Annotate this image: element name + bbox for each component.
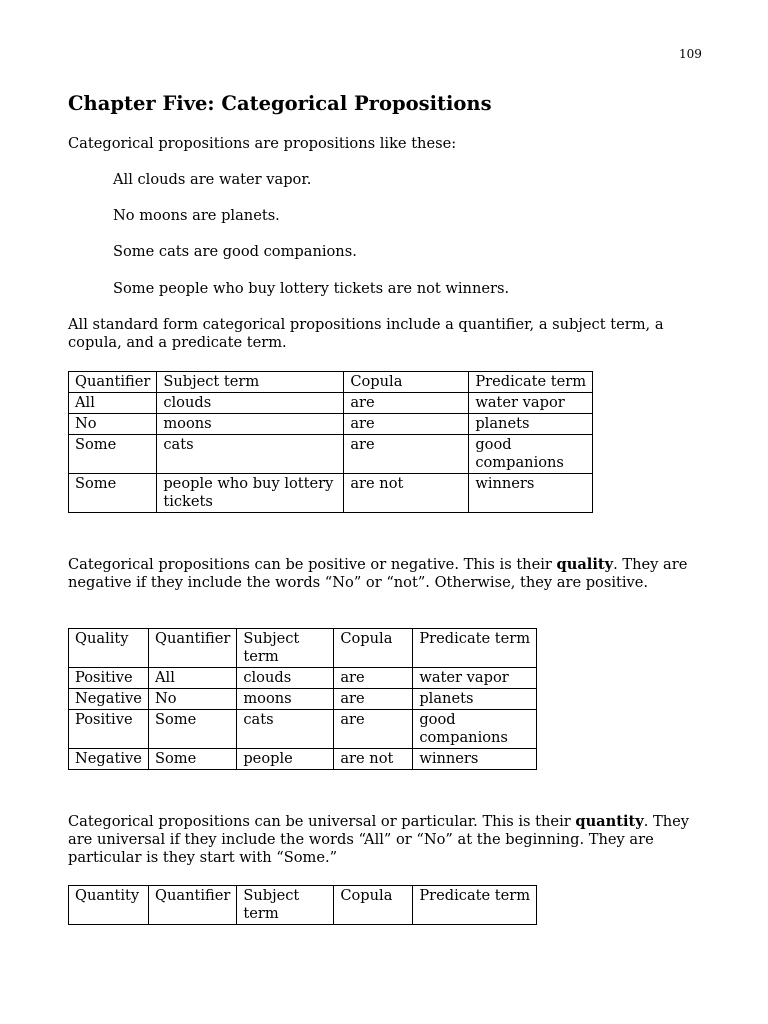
table-cell: are bbox=[334, 710, 413, 749]
header-cell: Copula bbox=[334, 629, 413, 668]
quality-text-end: . They are negative if they include the words “No” or “not”. Otherwise, they are positive. bbox=[68, 556, 688, 591]
header-cell: Quantifier bbox=[149, 886, 237, 925]
quality-table bbox=[68, 628, 537, 770]
table-cell: moons bbox=[237, 689, 334, 710]
table-cell: winners bbox=[413, 749, 537, 770]
table-cell: cats bbox=[237, 710, 334, 749]
table-cell: are bbox=[344, 393, 469, 414]
header-cell: Quantifier bbox=[69, 372, 157, 393]
table-cell: All bbox=[149, 668, 237, 689]
chapter-title: Chapter Five: Categorical Propositions bbox=[68, 92, 492, 115]
table-header-row bbox=[69, 886, 537, 925]
table-cell: are bbox=[334, 689, 413, 710]
table-row bbox=[69, 668, 537, 689]
header-cell: Subject term bbox=[237, 886, 334, 925]
example-3: Some cats are good companions. bbox=[113, 243, 357, 260]
table-cell: Negative bbox=[69, 689, 149, 710]
table-row bbox=[69, 435, 593, 474]
header-cell: Predicate term bbox=[413, 886, 537, 925]
table-cell: are not bbox=[344, 474, 469, 513]
table-cell: Some bbox=[149, 710, 237, 749]
quantity-text-end: . They are universal if they include the words “All” or “No” at the beginning. They are particular is they start with “Some.” bbox=[68, 813, 690, 866]
table-row bbox=[69, 393, 593, 414]
table-cell: planets bbox=[413, 689, 537, 710]
table-cell: Negative bbox=[69, 749, 149, 770]
table-row bbox=[69, 749, 537, 770]
table-row bbox=[69, 414, 593, 435]
table-cell: clouds bbox=[157, 393, 344, 414]
table-row bbox=[69, 689, 537, 710]
table-cell: cats bbox=[157, 435, 344, 474]
table-cell: Some bbox=[69, 474, 157, 513]
quality-text-start: Categorical propositions can be positive or negative. This is their bbox=[68, 556, 557, 573]
intro-paragraph: Categorical propositions are propositions like these: bbox=[68, 135, 457, 152]
table-cell: are bbox=[344, 414, 469, 435]
table-cell: planets bbox=[469, 414, 593, 435]
quality-paragraph bbox=[68, 556, 708, 592]
table-cell: No bbox=[69, 414, 157, 435]
table-cell: All bbox=[69, 393, 157, 414]
quantity-paragraph bbox=[68, 813, 708, 867]
header-cell: Quantifier bbox=[149, 629, 237, 668]
table-cell: Positive bbox=[69, 668, 149, 689]
table-cell: people who buy lottery tickets bbox=[157, 474, 344, 513]
header-cell: Predicate term bbox=[413, 629, 537, 668]
table-cell: good companions bbox=[413, 710, 537, 749]
page-number: 109 bbox=[679, 47, 702, 61]
table-header-row bbox=[69, 372, 593, 393]
table-cell: Some bbox=[69, 435, 157, 474]
table-cell: water vapor bbox=[413, 668, 537, 689]
table-row bbox=[69, 710, 537, 749]
header-cell: Quality bbox=[69, 629, 149, 668]
header-cell: Subject term bbox=[237, 629, 334, 668]
header-cell: Copula bbox=[344, 372, 469, 393]
header-cell: Quantity bbox=[69, 886, 149, 925]
table-cell: good companions bbox=[469, 435, 593, 474]
example-4: Some people who buy lottery tickets are not winners. bbox=[113, 280, 510, 297]
quantity-term: quantity bbox=[575, 813, 644, 830]
table-cell: are bbox=[334, 668, 413, 689]
table-row bbox=[69, 474, 593, 513]
quantity-table bbox=[68, 885, 537, 925]
quantity-text-start: Categorical propositions can be universal or particular. This is their bbox=[68, 813, 576, 830]
table-cell: are not bbox=[334, 749, 413, 770]
table-cell: Some bbox=[149, 749, 237, 770]
table-cell: water vapor bbox=[469, 393, 593, 414]
example-2: No moons are planets. bbox=[113, 207, 280, 224]
table-cell: are bbox=[344, 435, 469, 474]
components-table bbox=[68, 371, 593, 513]
header-cell: Copula bbox=[334, 886, 413, 925]
table-cell: people bbox=[237, 749, 334, 770]
quality-term: quality bbox=[556, 556, 614, 573]
header-cell: Subject term bbox=[157, 372, 344, 393]
table-cell: moons bbox=[157, 414, 344, 435]
table-cell: Positive bbox=[69, 710, 149, 749]
standard-form-paragraph: All standard form categorical propositions include a quantifier, a subject term, a copula, and a predicate term. bbox=[68, 316, 664, 351]
table-cell: winners bbox=[469, 474, 593, 513]
table-header-row bbox=[69, 629, 537, 668]
example-1: All clouds are water vapor. bbox=[113, 171, 312, 188]
header-cell: Predicate term bbox=[469, 372, 593, 393]
table-cell: No bbox=[149, 689, 237, 710]
table-cell: clouds bbox=[237, 668, 334, 689]
